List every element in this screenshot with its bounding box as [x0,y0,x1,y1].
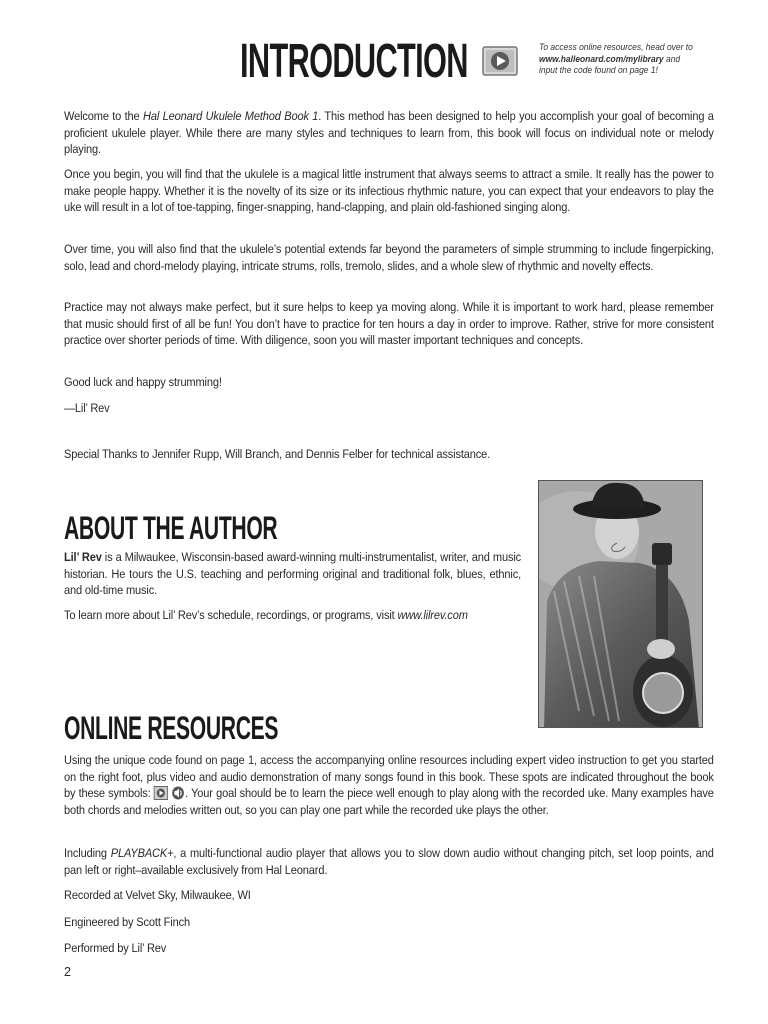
video-play-icon [154,786,168,800]
text: Including [64,846,111,860]
text: To learn more about Lil’ Rev’s schedule, recordings, or programs, visit [64,608,398,622]
online-resources-paragraph-2 [64,845,714,878]
note-text: and input the code found on page 1! [539,53,681,75]
page-number: 2 [64,965,71,979]
product-name: PLAYBACK+ [110,846,174,860]
signature: —Lil’ Rev [64,401,110,415]
text: is a Milwaukee, Wisconsin-based award-winning multi-instrumentalist, writer, and music historian. He tours the U.S. teaching and performing original and traditional folk, blues, ethnic, and old-time music. [64,550,522,597]
book-title: Hal Leonard Ukulele Method Book 1 [142,109,319,123]
page-title: INTRODUCTION [240,35,468,88]
intro-paragraph-1 [64,108,714,158]
author-photo-illustration [539,481,703,728]
text: Welcome to the [64,109,143,123]
engineered-credit: Engineered by Scott Finch [64,915,190,929]
audio-speaker-icon [172,786,186,800]
author-photo [538,480,703,728]
author-bio [64,549,521,599]
intro-paragraph-4: Practice may not always make perfect, but it sure helps to keep ya moving along. While it is important to work hard, please remember that music should first of all be fun! You don’t have to practice for ten hours a day in order to improve. Rather, strive for more consistent practice over shorter periods of time. With diligence, soon you will master important techniques and concepts. [64,300,714,347]
special-thanks: Special Thanks to Jennifer Rupp, Will Branch, and Dennis Felber for technical assistance. [64,447,491,461]
text: . This method has been designed to help you accomplish your goal of becoming a proficient ukulele player. While there are many styles and techniques to learn from, this book will focus on individual note or melody playing. [64,109,714,156]
note-text: To access online resources, head over to [539,42,693,52]
text: . Your goal should be to learn the piece well enough to play along with the recorded uke. Many examples have both chords and melodies written out, so you can play one part while the recorded uke plays the other. [64,786,714,817]
recorded-credit: Recorded at Velvet Sky, Milwaukee, WI [64,888,251,902]
intro-paragraph-3: Over time, you will also find that the ukulele’s potential extends far beyond the parameters of simple strumming to include fingerpicking, solo, lead and chord-melody playing, intricate strums, rolls, tremolo, slides, and a whole slew of rhythmic and novelty effects. [64,242,714,273]
about-author-heading: ABOUT THE AUTHOR [64,510,278,546]
video-play-icon [482,46,518,76]
library-url[interactable]: www.halleonard.com/mylibrary [539,53,664,64]
author-learn-more [64,607,535,624]
intro-paragraph-2: Once you begin, you will find that the ukulele is a magical little instrument that always seems to attract a smile. It really has the power to make people happy. Whether it is the novelty of its size or its infectious rhythmic nature, you can expect that your endeavors to play the uke will result in a lot of toe-tapping, finger-snapping, hand-clapping, and plain old-fashioned singing along. [64,167,714,214]
online-access-note [539,42,700,77]
performed-credit: Performed by Lil’ Rev [64,941,167,955]
text: Using the unique code found on page 1, access the accompanying online resources including expert video instruction to get you started on the right foot, plus video and audio demonstration of many songs found in this book. These spots are indicated throughout the book by these symbols: [64,753,714,800]
online-resources-paragraph-1 [64,752,714,818]
intro-header [240,35,710,90]
author-name: Lil’ Rev [64,550,102,564]
online-resources-heading: ONLINE RESOURCES [64,710,279,746]
intro-paragraph-5: Good luck and happy strumming! [64,375,222,389]
author-website-link[interactable]: www.lilrev.com [397,608,468,622]
text: , a multi-functional audio player that allows you to slow down audio without changing pitch, set loop points, and pan left or right–available exclusively from Hal Leonard. [64,846,714,877]
